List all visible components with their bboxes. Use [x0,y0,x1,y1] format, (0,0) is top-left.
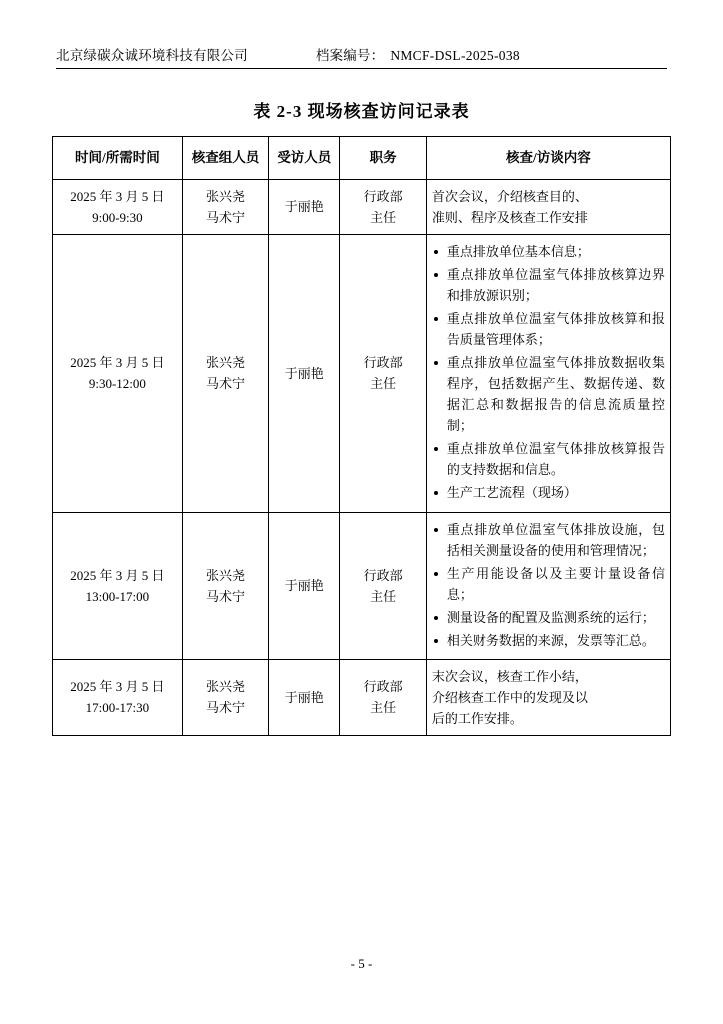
cell-interviewee: 于丽艳 [269,179,340,234]
cell-auditors: 张兴尧 马术宁 [182,659,269,735]
cell-position: 行政部 主任 [340,659,427,735]
column-header-content: 核查/访谈内容 [426,137,670,180]
cell-position: 行政部 主任 [340,512,427,659]
cell-auditors: 张兴尧 马术宁 [182,234,269,512]
cell-time: 2025 年 3 月 5 日 9:00-9:30 [53,179,183,234]
table-row [53,179,671,234]
list-item: 重点排放单位温室气体排放数据收集程序，包括数据产生、数据传递、数据汇总和数据报告的信息流质量控制； [432,352,665,436]
content-bullet-list [432,519,665,651]
cell-auditors: 张兴尧 马术宁 [182,512,269,659]
cell-content [426,234,670,512]
cell-time: 2025 年 3 月 5 日 17:00-17:30 [53,659,183,735]
header-archive-code: NMCF-DSL-2025-038 [390,48,520,63]
cell-time: 2025 年 3 月 5 日 9:30-12:00 [53,234,183,512]
list-item: 生产用能设备以及主要计量设备信息； [432,563,665,605]
list-item: 测量设备的配置及监测系统的运行； [432,607,665,628]
table-header-row [53,137,671,180]
visit-record-table [52,136,671,736]
cell-auditors: 张兴尧 马术宁 [182,179,269,234]
list-item: 重点排放单位温室气体排放核算边界和排放源识别； [432,264,665,306]
header-archive [316,44,520,64]
column-header-auditors: 核查组人员 [182,137,269,180]
cell-time: 2025 年 3 月 5 日 13:00-17:00 [53,512,183,659]
page-number: - 5 - [350,956,373,971]
cell-interviewee: 于丽艳 [269,512,340,659]
column-header-interviewee: 受访人员 [269,137,340,180]
cell-position: 行政部 主任 [340,234,427,512]
column-header-position: 职务 [340,137,427,180]
cell-content [426,512,670,659]
list-item: 相关财务数据的来源，发票等汇总。 [432,630,665,651]
list-item: 重点排放单位温室气体排放设施，包括相关测量设备的使用和管理情况； [432,519,665,561]
cell-content: 首次会议，介绍核查目的、 准则、程序及核查工作安排 [426,179,670,234]
header-company-name: 北京绿碳众诚环境科技有限公司 [56,48,248,63]
list-item: 重点排放单位基本信息； [432,241,665,262]
table-body [53,179,671,735]
page-header [56,44,667,69]
header-archive-label: 档案编号： [315,48,385,63]
table-row [53,659,671,735]
cell-content: 末次会议，核查工作小结， 介绍核查工作中的发现及以 后的工作安排。 [426,659,670,735]
list-item: 重点排放单位温室气体排放核算报告的支持数据和信息。 [432,438,665,480]
column-header-time: 时间/所需时间 [53,137,183,180]
cell-position: 行政部 主任 [340,179,427,234]
list-item: 重点排放单位温室气体排放核算和报告质量管理体系； [432,308,665,350]
cell-interviewee: 于丽艳 [269,659,340,735]
table-row [53,512,671,659]
cell-interviewee: 于丽艳 [269,234,340,512]
list-item: 生产工艺流程（现场） [432,482,665,503]
content-bullet-list [432,241,665,504]
page-title: 表 2-3 现场核查访问记录表 [253,102,470,121]
table-row [53,234,671,512]
